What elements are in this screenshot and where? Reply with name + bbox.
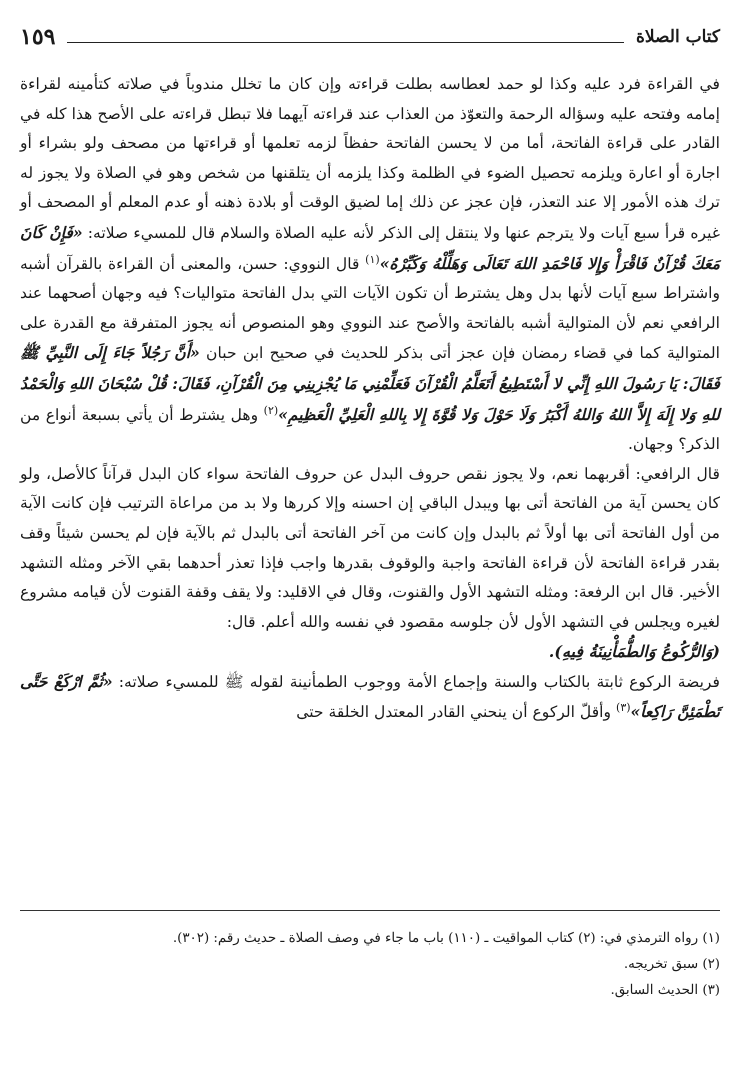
text-run: في القراءة فرد عليه وكذا لو حمد لعطاسه بطلت قراءته وإن كان ما تخلل مندوباً في صلاته كتأمينه لقراءة إمامه وفتحه عليه وسؤاله الرحمة والتعوّذ من العذاب عند قراءته آيهما فلا تبطل قراءته على الأصح هذا كله في القادر على قراءة الفاتحة، أما من لا يحسن الفاتحة حفظاً لزمه تعلمها أو قراءتها من مصحف ولو بشراء أو اجارة أو اعارة ويلزمه تحصيل الضوء في الظلمة وكذا يلزمه أن يتلقنها من شخص وهو في الصلاة ولا يجوز له ترك هذه الأمور إلا عند التعذر، فإن عجز عن ذلك إما لضيق الوقت أو بلادة ذهنه أو عدم المعلم أو المصحف أو غيره قرأ سبع آيات ولا يترجم عنها ولا ينتقل إلى الذكر لأنه عليه الصلاة والسلام قال للمسيء صلاته: [20, 75, 721, 242]
book-page [20, 22, 720, 1067]
hadith-quote: «فَإِنْ كَانَ مَعَكَ قُرْآنٌ فَاقْرَأْ وَإِلا فَاحْمَدِ اللهَ تَعَالَى وَهَلِّلْهُ وَكَبِّرْهُ» [20, 222, 721, 273]
paragraph [20, 460, 720, 638]
page-number: ١٥٩ [20, 24, 56, 50]
paragraph [20, 70, 720, 460]
footnote: (٢) سبق تخريجه. [623, 957, 720, 972]
header-rule [67, 42, 624, 43]
footnote-reference[interactable]: (٣) [616, 701, 631, 715]
text-run: فريضة الركوع ثابتة بالكتاب والسنة وإجماع الأمة ووجوب الطمأنينة لقوله ﷺ للمسيء صلاته: [118, 672, 720, 691]
footnote-reference[interactable]: (٢) [263, 403, 279, 417]
paragraph [20, 667, 720, 728]
chapter-title: كتاب الصلاة [635, 27, 720, 47]
text-run: وأقلّ الركوع أن ينحني القادر المعتدل الخلقة حتى [296, 703, 612, 722]
matn-heading [20, 637, 720, 667]
text-run: قال النووي: حسن، والمعنى أن القراءة بالقرآن أشبه واشتراط سبع آيات لأنها بدل وهل يشترط أن تكون الآيات التي بدل الفاتحة متواليات؟ فيه وجهان أصحهما عند الرافعي نعم لأن المتوالية أشبه بالفاتحة والأصح عند النووي وهو المنصوص أنه يجوز المتفرقة مع القدرة على المتوالية كما في قضاء رمضان فإن عجز أتى بذكر للحديث في صحيح ابن حبان [20, 254, 720, 363]
matn-heading-text: (وَالرُّكُوعُ وَالطُّمَأْنِينَةُ فِيهِ). [548, 642, 720, 662]
text-run: قال الرافعي: أقربهما نعم، ولا يجوز نقص حروف البدل عن حروف الفاتحة سواء كان البدل قرآناً كالأصل، ولو كان يحسن آية من الفاتحة أتى بها ويبدل الباقي إن احسنه وإلا كررها ولا بد من مراعاة الترتيب فإن كانت الآية من أول الفاتحة أتى بها أولاً ثم بالبدل وإن كانت من آخر الفاتحة أتى بالبدل ثم بالآية فإن لم يحسن شيئاً وقف بقدر قراءة الفاتحة لأن قراءة الفاتحة واجبة والوقوف بقدرها واجب فإذا تعذر أحدهما بقي الآخر ومثله التشهد الأخير. قال ابن الرفعة: ومثله التشهد الأول والقنوت، وقال في الاقليد: ولا يقف وقفة القنوت لأن قيامه مشروع لغيره ويجلس في التشهد الأول لأن جلوسه مقصود في نفسه والله أعلم. قال: [20, 464, 720, 631]
footnote-reference[interactable]: (١) [365, 252, 380, 266]
footnote: (٣) الحديث السابق. [610, 983, 720, 998]
hadith-quote: «ثُمَّ ارْكَعْ حَتَّى تَطْمَئِنَّ رَاكِعاً» [20, 671, 720, 722]
main-text [20, 70, 720, 728]
running-header [20, 22, 720, 52]
footnote-separator [20, 910, 720, 911]
footnote: (١) رواه الترمذي في: (٢) كتاب المواقيت ـ (١١٠) باب ما جاء في وصف الصلاة ـ حديث رقم: (٣٠٢). [172, 931, 720, 946]
text-run: وهل يشترط أن يأتي بسبعة أنواع من الذكر؟ وجهان. [20, 405, 720, 454]
hadith-quote: «أَنَّ رَجُلاً جَاءَ إِلَى النَّبِيِّ ﷺ فَقَالَ: يَا رَسُولَ اللهِ إِنِّي لا أَسْتَطِيعُ أَتَعَلَّمُ الْقُرْآنَ فَعَلِّمْنِي مَا يُجْزِينِي مِنَ الْقُرْآنِ، فَقَالَ: قُلْ سُبْحَانَ اللهِ وَالْحَمْدُ للهِ وَلا إِلَهَ إِلاَّ اللهُ وَاللهُ أَكْبَرُ وَلَا حَوْلَ وَلا قُوَّةَ إِلا بِاللهِ الْعَلِيِّ الْعَظِيمِ» [20, 343, 720, 424]
footnotes [20, 926, 720, 1004]
